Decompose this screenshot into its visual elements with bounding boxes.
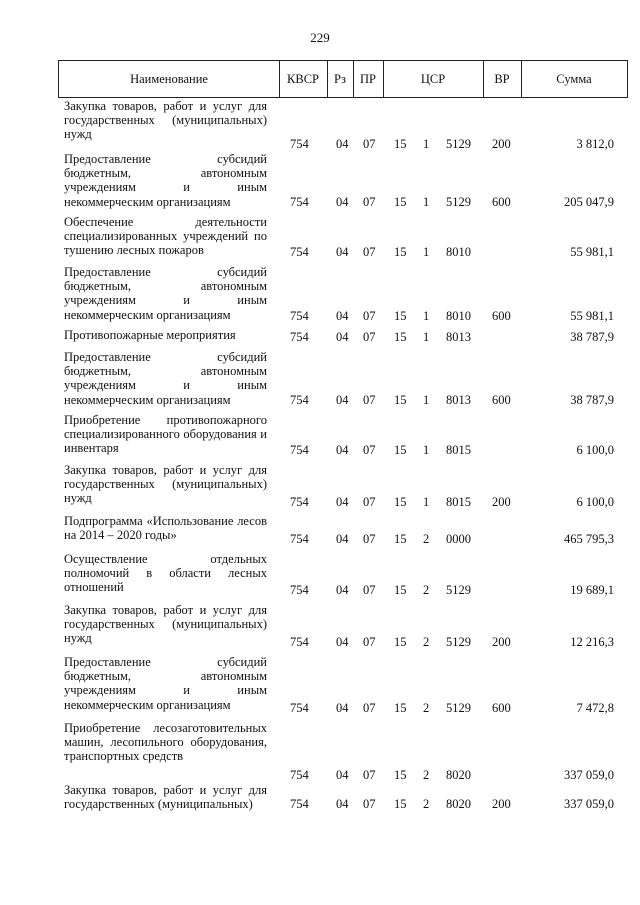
row-vr: 600	[492, 194, 511, 209]
header-pr: ПР	[360, 72, 376, 86]
row-vr: 200	[492, 796, 511, 811]
row-vr: 200	[492, 136, 511, 151]
row-csr-program: 15	[394, 329, 407, 344]
row-csr-item: 5129	[446, 194, 471, 209]
row-kvsr: 754	[290, 531, 309, 546]
row-name: Предоставление субсидий бюджетным, автономным учреждениям и иным некоммерческим организациям	[64, 152, 267, 209]
row-sum: 6 100,0	[576, 442, 614, 457]
row-rz: 04	[336, 329, 349, 344]
row-csr-subprogram: 2	[423, 700, 430, 715]
row-sum: 12 216,3	[570, 634, 614, 649]
row-name: Предоставление субсидий бюджетным, автономным учреждениям и иным некоммерческим организациям	[64, 350, 267, 407]
row-vr: 600	[492, 308, 511, 323]
row-pr: 07	[363, 442, 376, 457]
row-rz: 04	[336, 392, 349, 407]
row-csr-subprogram: 1	[423, 329, 430, 344]
row-rz: 04	[336, 634, 349, 649]
table-row	[0, 546, 640, 597]
row-kvsr: 754	[290, 796, 309, 811]
row-sum: 337 059,0	[564, 796, 614, 811]
header-sum: Сумма	[556, 72, 592, 86]
row-rz: 04	[336, 700, 349, 715]
row-csr-subprogram: 2	[423, 796, 430, 811]
row-csr-subprogram: 2	[423, 531, 430, 546]
table-row	[0, 151, 640, 209]
row-pr: 07	[363, 796, 376, 811]
header-vr: ВР	[494, 72, 510, 86]
row-name: Осуществление отдельных полномочий в области лесных отношений	[64, 552, 267, 595]
table-row	[0, 715, 640, 782]
row-pr: 07	[363, 700, 376, 715]
row-kvsr: 754	[290, 442, 309, 457]
header-rz: Рз	[334, 72, 346, 86]
row-rz: 04	[336, 136, 349, 151]
row-name: Обеспечение деятельности специализированных учреждений по тушению лесных пожаров	[64, 215, 267, 258]
row-pr: 07	[363, 392, 376, 407]
row-name: Подпрограмма «Использование лесов на 2014 – 2020 годы»	[64, 514, 267, 543]
row-csr-subprogram: 1	[423, 442, 430, 457]
row-name: Приобретение противопожарного специализированного оборудования и инвентаря	[64, 413, 267, 456]
row-csr-item: 5129	[446, 700, 471, 715]
row-pr: 07	[363, 531, 376, 546]
table-row	[0, 323, 640, 344]
row-csr-program: 15	[394, 392, 407, 407]
row-csr-item: 8013	[446, 329, 471, 344]
row-sum: 6 100,0	[576, 494, 614, 509]
row-sum: 38 787,9	[570, 392, 614, 407]
row-sum: 55 981,1	[570, 244, 614, 259]
table-header	[58, 60, 628, 98]
row-pr: 07	[363, 308, 376, 323]
table-row	[0, 782, 640, 811]
row-name: Предоставление субсидий бюджетным, автономным учреждениям и иным некоммерческим организациям	[64, 265, 267, 322]
row-name: Закупка товаров, работ и услуг для государственных (муниципальных) нужд	[64, 99, 267, 142]
row-csr-program: 15	[394, 767, 407, 782]
row-kvsr: 754	[290, 700, 309, 715]
header-name: Наименование	[130, 72, 208, 86]
row-sum: 7 472,8	[576, 700, 614, 715]
row-rz: 04	[336, 244, 349, 259]
row-csr-subprogram: 1	[423, 244, 430, 259]
table-row	[0, 344, 640, 407]
row-kvsr: 754	[290, 308, 309, 323]
row-csr-subprogram: 1	[423, 194, 430, 209]
row-kvsr: 754	[290, 494, 309, 509]
row-sum: 3 812,0	[576, 136, 614, 151]
row-pr: 07	[363, 494, 376, 509]
row-sum: 205 047,9	[564, 194, 614, 209]
row-sum: 38 787,9	[570, 329, 614, 344]
row-csr-program: 15	[394, 700, 407, 715]
table-row	[0, 209, 640, 259]
row-sum: 55 981,1	[570, 308, 614, 323]
row-rz: 04	[336, 531, 349, 546]
row-name: Закупка товаров, работ и услуг для государственных (муниципальных) нужд	[64, 603, 267, 646]
row-sum: 337 059,0	[564, 767, 614, 782]
row-vr: 200	[492, 634, 511, 649]
row-csr-item: 8013	[446, 392, 471, 407]
row-rz: 04	[336, 582, 349, 597]
row-pr: 07	[363, 582, 376, 597]
row-name: Закупка товаров, работ и услуг для государственных (муниципальных) нужд	[64, 463, 267, 506]
row-rz: 04	[336, 767, 349, 782]
row-name: Приобретение лесозаготовительных машин, лесопильного оборудования, транспортных средств	[64, 721, 267, 764]
row-csr-subprogram: 1	[423, 392, 430, 407]
header-csr: ЦСР	[420, 72, 446, 86]
row-sum: 465 795,3	[564, 531, 614, 546]
row-kvsr: 754	[290, 767, 309, 782]
row-kvsr: 754	[290, 136, 309, 151]
table-row	[0, 407, 640, 457]
row-rz: 04	[336, 796, 349, 811]
row-vr: 200	[492, 494, 511, 509]
row-sum: 19 689,1	[570, 582, 614, 597]
page-number: 229	[310, 30, 330, 45]
row-csr-item: 8010	[446, 244, 471, 259]
row-csr-item: 8010	[446, 308, 471, 323]
table-row	[0, 457, 640, 509]
row-pr: 07	[363, 244, 376, 259]
row-csr-item: 5129	[446, 136, 471, 151]
row-csr-subprogram: 2	[423, 767, 430, 782]
row-vr: 600	[492, 392, 511, 407]
row-pr: 07	[363, 136, 376, 151]
row-pr: 07	[363, 634, 376, 649]
row-rz: 04	[336, 494, 349, 509]
row-kvsr: 754	[290, 244, 309, 259]
row-csr-program: 15	[394, 308, 407, 323]
row-csr-program: 15	[394, 244, 407, 259]
row-rz: 04	[336, 194, 349, 209]
row-csr-item: 5129	[446, 634, 471, 649]
row-csr-subprogram: 1	[423, 494, 430, 509]
row-kvsr: 754	[290, 634, 309, 649]
table-body	[0, 98, 640, 811]
row-kvsr: 754	[290, 392, 309, 407]
row-csr-program: 15	[394, 194, 407, 209]
row-rz: 04	[336, 442, 349, 457]
row-vr: 600	[492, 700, 511, 715]
row-pr: 07	[363, 194, 376, 209]
row-csr-program: 15	[394, 634, 407, 649]
table-row	[0, 597, 640, 649]
table-row	[0, 98, 640, 151]
row-csr-subprogram: 2	[423, 634, 430, 649]
table-row	[0, 649, 640, 715]
row-name: Закупка товаров, работ и услуг для государственных (муниципальных)	[64, 783, 267, 812]
row-rz: 04	[336, 308, 349, 323]
table-row	[0, 259, 640, 323]
row-csr-program: 15	[394, 136, 407, 151]
row-csr-subprogram: 2	[423, 582, 430, 597]
row-pr: 07	[363, 767, 376, 782]
row-csr-item: 8015	[446, 494, 471, 509]
row-csr-item: 5129	[446, 582, 471, 597]
row-pr: 07	[363, 329, 376, 344]
row-csr-subprogram: 1	[423, 308, 430, 323]
row-csr-subprogram: 1	[423, 136, 430, 151]
row-csr-item: 8020	[446, 767, 471, 782]
row-csr-program: 15	[394, 796, 407, 811]
row-name: Предоставление субсидий бюджетным, автономным учреждениям и иным некоммерческим организациям	[64, 655, 267, 712]
row-name: Противопожарные мероприятия	[64, 328, 236, 342]
row-kvsr: 754	[290, 194, 309, 209]
row-csr-program: 15	[394, 494, 407, 509]
row-csr-program: 15	[394, 531, 407, 546]
row-kvsr: 754	[290, 582, 309, 597]
row-csr-item: 8015	[446, 442, 471, 457]
row-csr-item: 8020	[446, 796, 471, 811]
table-row	[0, 509, 640, 546]
row-csr-item: 0000	[446, 531, 471, 546]
row-csr-program: 15	[394, 582, 407, 597]
header-kvsr: КВСР	[287, 72, 319, 86]
row-kvsr: 754	[290, 329, 309, 344]
row-csr-program: 15	[394, 442, 407, 457]
